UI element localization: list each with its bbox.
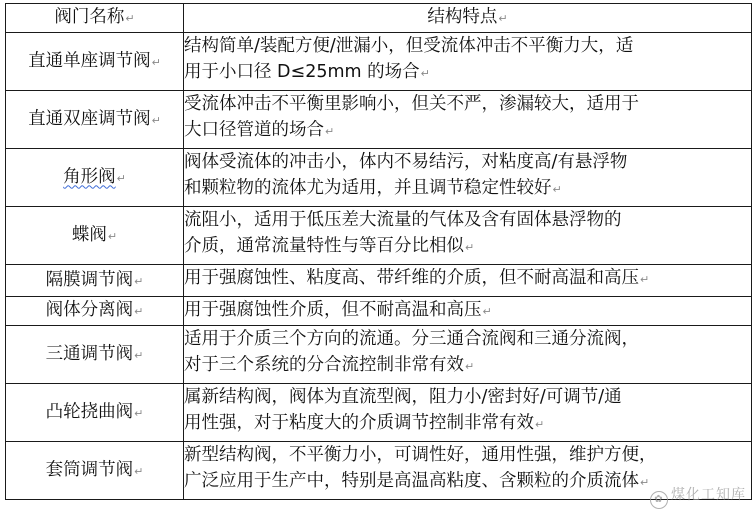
table-row bbox=[6, 91, 752, 149]
description-line: 结构简单/装配方便/泄漏小，但受流体冲击不平衡力大，适 bbox=[184, 36, 634, 56]
description-line: 用于强腐蚀性、粘度高、带纤维的介质，但不耐高温和高压↵ bbox=[184, 268, 650, 288]
paragraph-mark-icon: ↵ bbox=[151, 55, 161, 69]
valve-name: 套筒调节阀 bbox=[45, 459, 134, 480]
paragraph-mark-icon: ↵ bbox=[116, 171, 126, 185]
valve-name: 蝶阀 bbox=[71, 224, 107, 245]
paragraph-mark-icon: ↵ bbox=[134, 464, 144, 478]
structure-description-cell bbox=[184, 297, 752, 326]
valve-name: 隔膜调节阀 bbox=[45, 269, 134, 290]
description-line: 流阻小，适用于低压差大流量的气体及含有固体悬浮物的 bbox=[184, 210, 622, 230]
table-row bbox=[6, 326, 752, 384]
valve-name: 角形阀 bbox=[63, 166, 116, 187]
valve-name-cell bbox=[6, 297, 184, 326]
structure-description-cell bbox=[184, 33, 752, 91]
paragraph-mark-icon: ↵ bbox=[134, 274, 144, 288]
paragraph-mark-icon: ↵ bbox=[151, 113, 161, 127]
paragraph-mark-icon: ↵ bbox=[552, 183, 562, 196]
valve-name-cell bbox=[6, 326, 184, 384]
structure-description-cell bbox=[184, 149, 752, 207]
structure-description-cell bbox=[184, 91, 752, 149]
paragraph-mark-icon: ↵ bbox=[325, 125, 335, 138]
valve-name-cell bbox=[6, 91, 184, 149]
valve-name-cell bbox=[6, 149, 184, 207]
valve-name: 阀体分离阀 bbox=[45, 300, 134, 320]
valve-name: 三通调节阀 bbox=[45, 343, 134, 364]
description-line: 受流体冲击不平衡里影响小，但关不严，渗漏较大，适用于 bbox=[184, 94, 639, 114]
paragraph-mark-icon: ↵ bbox=[465, 241, 475, 254]
description-line: 大口径管道的场合↵ bbox=[184, 120, 335, 140]
structure-description-cell bbox=[184, 207, 752, 265]
structure-description-cell bbox=[184, 326, 752, 384]
watermark-logo-icon: ✿ bbox=[650, 491, 668, 509]
table-row bbox=[6, 33, 752, 91]
header-structure-features: 结构特点↵ bbox=[184, 4, 752, 33]
valve-name-cell bbox=[6, 265, 184, 297]
paragraph-mark-icon: ↵ bbox=[498, 12, 508, 25]
paragraph-mark-icon: ↵ bbox=[134, 348, 144, 362]
valve-name: 直通双座调节阀 bbox=[28, 108, 151, 129]
table-row bbox=[6, 384, 752, 442]
valve-name-cell bbox=[6, 442, 184, 500]
paragraph-mark-icon: ↵ bbox=[535, 418, 545, 431]
table-row bbox=[6, 442, 752, 500]
paragraph-mark-icon: ↵ bbox=[465, 360, 475, 373]
paragraph-mark-icon: ↵ bbox=[482, 305, 492, 318]
description-line: 新型结构阀，不平衡力小，可调性好，通用性强，维护方便， bbox=[184, 445, 657, 465]
valve-name: 凸轮挠曲阀 bbox=[45, 401, 134, 422]
valve-name-cell bbox=[6, 33, 184, 91]
description-line: 介质，通常流量特性与等百分比相似↵ bbox=[184, 236, 475, 256]
structure-description-cell bbox=[184, 265, 752, 297]
watermark: ✿ 煤化工知库 bbox=[650, 484, 746, 509]
description-line: 对于三个系统的分合流控制非常有效↵ bbox=[184, 355, 475, 375]
description-line: 和颗粒物的流体尤为适用，并且调节稳定性较好↵ bbox=[184, 178, 562, 198]
table-row bbox=[6, 265, 752, 297]
paragraph-mark-icon: ↵ bbox=[134, 406, 144, 420]
paragraph-mark-icon: ↵ bbox=[420, 67, 430, 80]
valve-name: 直通单座调节阀 bbox=[28, 50, 151, 71]
description-line: 阀体受流体的冲击小，体内不易结污，对粘度高/有悬浮物 bbox=[184, 152, 628, 172]
structure-description-cell bbox=[184, 384, 752, 442]
description-line: 用于小口径 D≤25mm 的场合↵ bbox=[184, 62, 430, 82]
paragraph-mark-icon: ↵ bbox=[125, 12, 135, 25]
description-line: 用性强，对于粘度大的介质调节控制非常有效↵ bbox=[184, 413, 545, 433]
table-header-row bbox=[6, 4, 752, 33]
table-row bbox=[6, 207, 752, 265]
paragraph-mark-icon: ↵ bbox=[107, 229, 118, 243]
description-line: 适用于介质三个方向的流通。分三通合流阀和三通分流阀， bbox=[184, 329, 639, 349]
description-line: 广泛应用于生产中，特别是高温高粘度、含颗粒的介质流体↵ bbox=[184, 471, 650, 491]
description-line: 属新结构阀，阀体为直流型阀，阻力小/密封好/可调节/通 bbox=[184, 387, 622, 407]
header-valve-name: 阀门名称↵ bbox=[6, 4, 184, 33]
paragraph-mark-icon: ↵ bbox=[640, 476, 650, 489]
paragraph-mark-icon: ↵ bbox=[640, 273, 650, 286]
table-row bbox=[6, 149, 752, 207]
valve-structure-table bbox=[5, 3, 752, 500]
description-line: 用于强腐蚀性介质，但不耐高温和高压↵ bbox=[184, 300, 492, 320]
valve-name-cell bbox=[6, 207, 184, 265]
table-row bbox=[6, 297, 752, 326]
paragraph-mark-icon: ↵ bbox=[134, 305, 144, 318]
valve-name-cell bbox=[6, 384, 184, 442]
